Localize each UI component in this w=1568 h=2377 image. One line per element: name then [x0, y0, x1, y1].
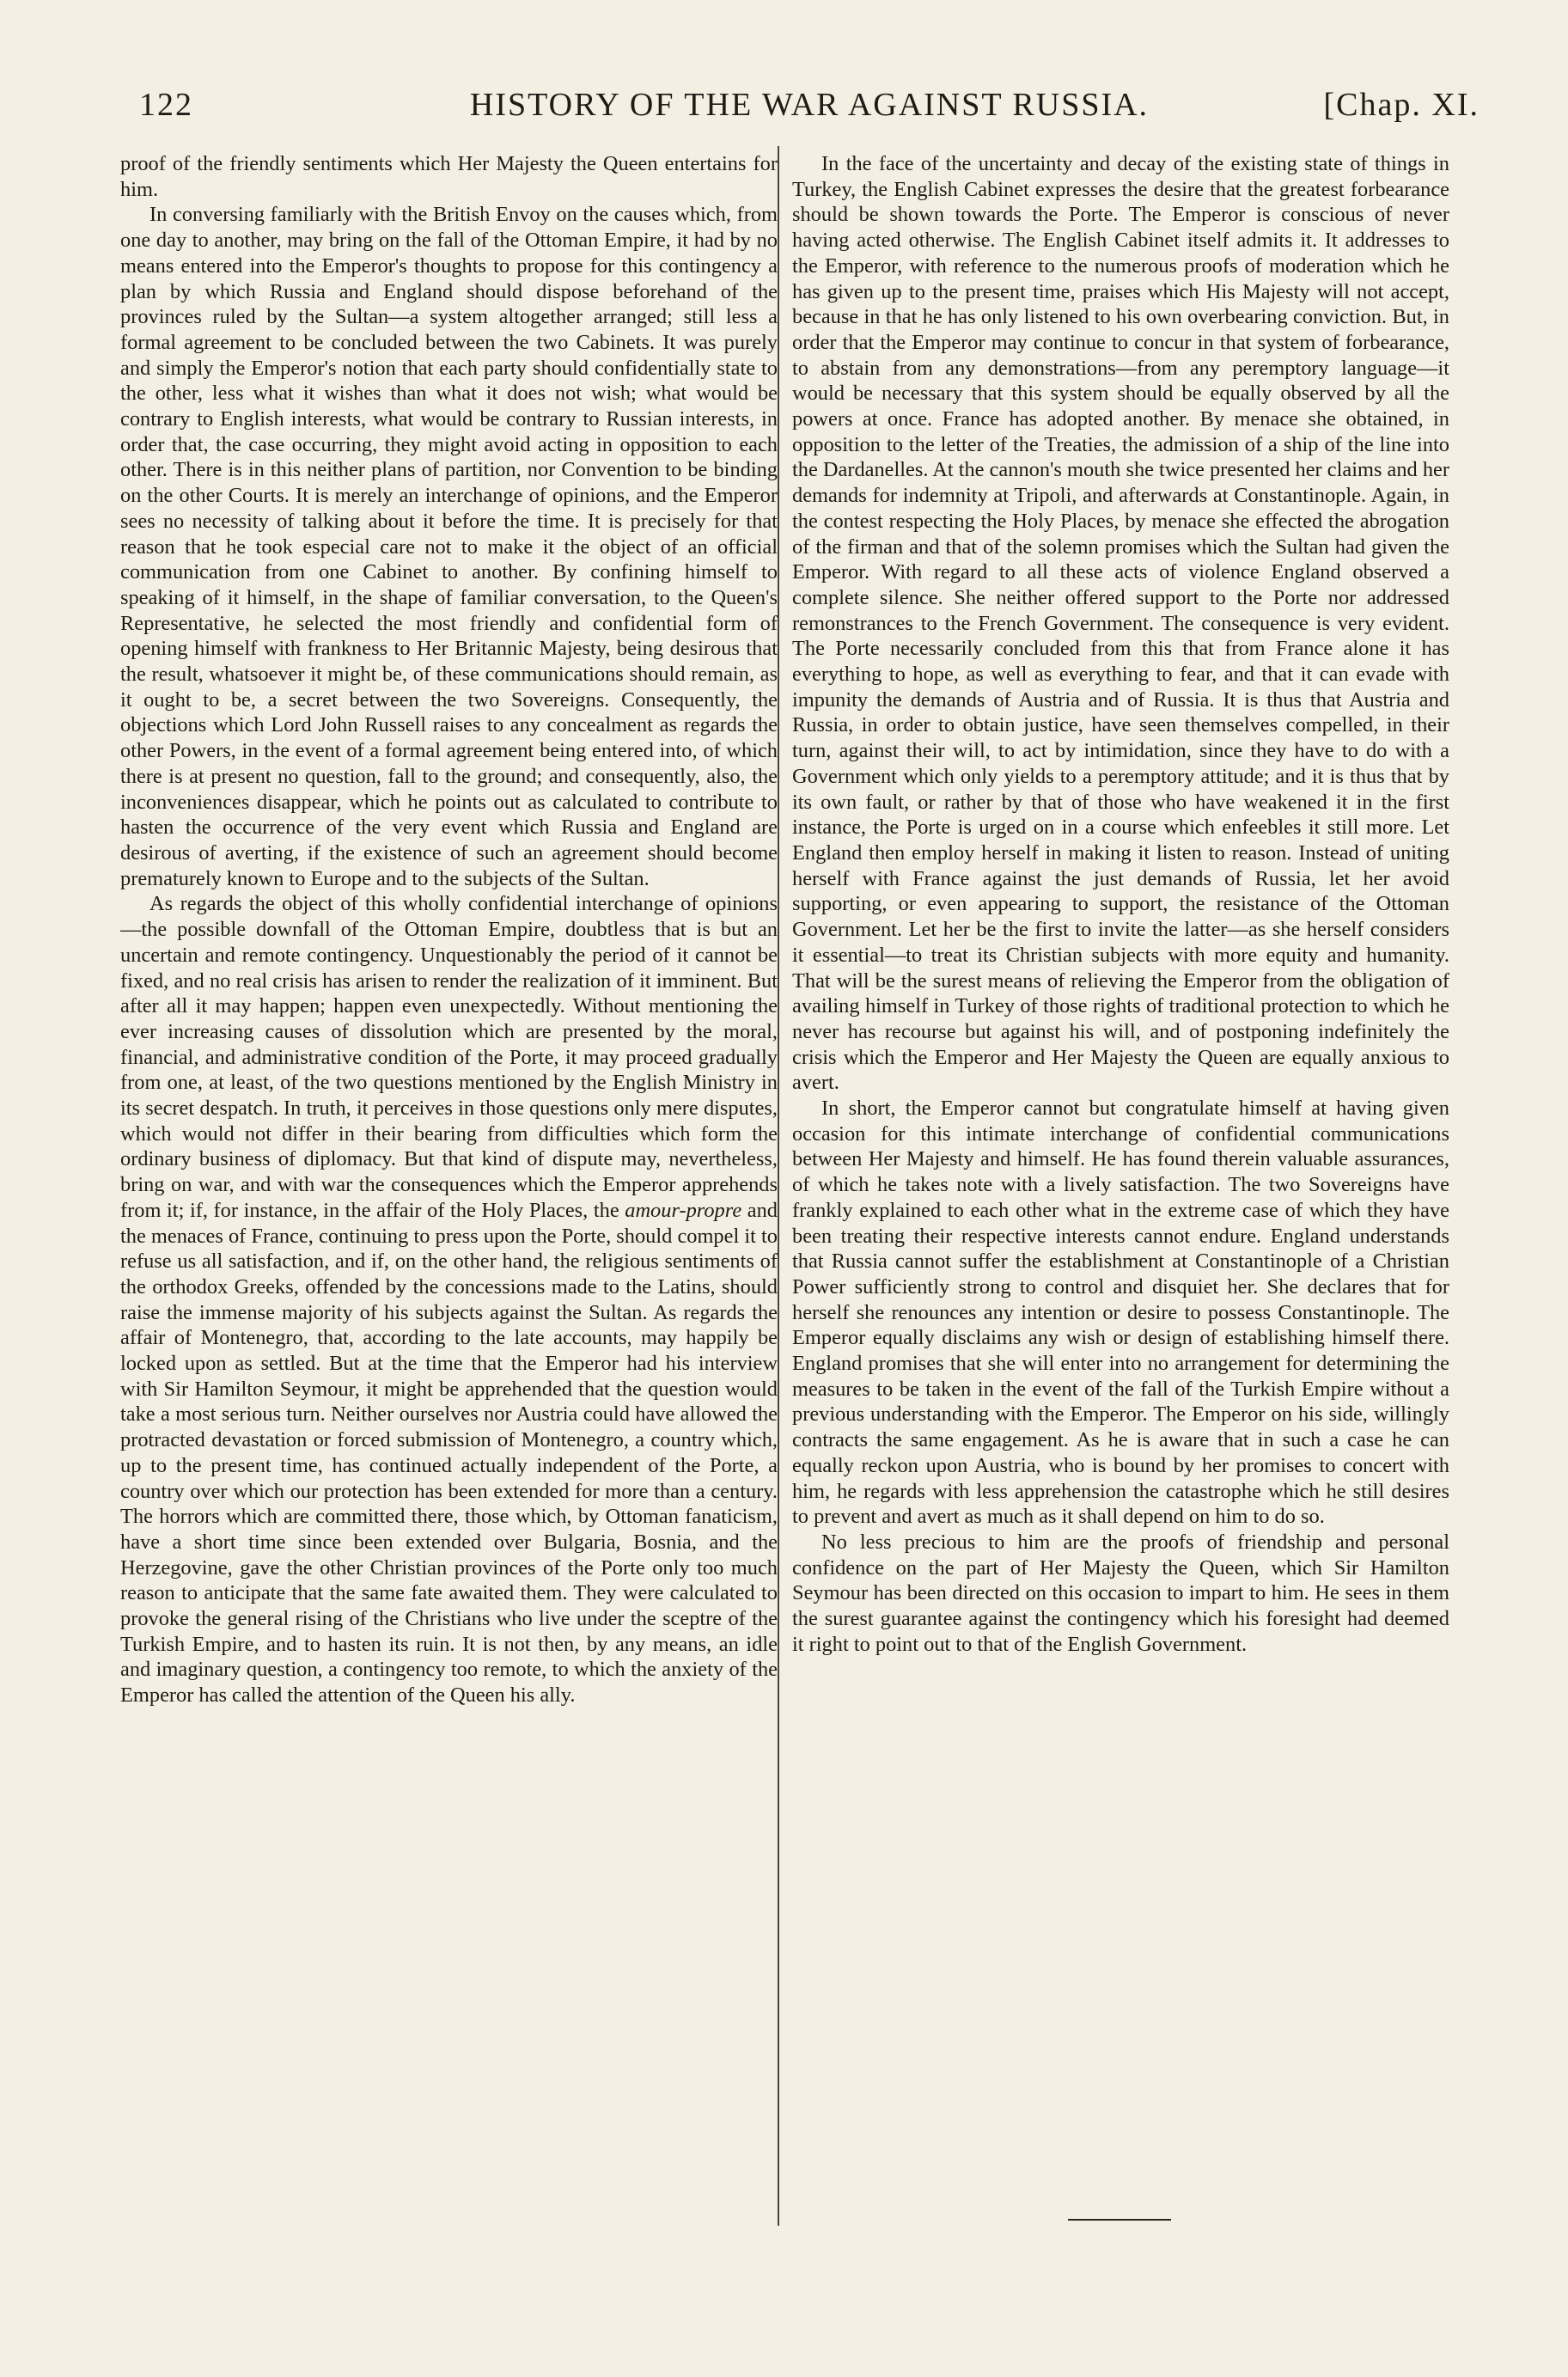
end-rule — [1068, 2219, 1171, 2221]
running-header — [139, 86, 1480, 129]
page-number: 122 — [139, 87, 193, 123]
italic-phrase: amour-propre — [625, 1198, 742, 1222]
paragraph: proof of the friendly sentiments which Her Majesty the Queen entertains for him. — [120, 152, 778, 201]
paragraph: In the face of the uncertainty and decay of the existing state of things in Turkey, the English Cabinet expresses the desire that the greatest forbearance should be shown towards the Porte. The Emperor is conscious of never having acted otherwise. The English Cabinet itself admits it. It addresses to the Emperor, with reference to the numerous proofs of moderation which he has given up to the present time, praises which His Majesty will not accept, because in that he has only listened to his own overbearing conviction. But, in order that the Emperor may continue to concur in that system of forbearance, to abstain from any demonstrations—from any peremptory language—it would be necessary that this system should be equally observed by all the powers at once. France has adopted another. By menace she obtained, in opposition to the letter of the Treaties, the admission of a ship of the line into the Dardanelles. At the cannon's mouth she twice presented her claims and her demands for indemnity at Tripoli, and afterwards at Constantinople. Again, in the contest respecting the Holy Places, by menace she effected the abrogation of the firman and that of the solemn promises which the Sultan had given the Emperor. With regard to all these acts of violence England observed a complete silence. She neither offered support to the Porte nor addressed remonstrances to the French Government. The consequence is very evident. The Porte necessarily concluded from this that from France alone it has everything to hope, as well as everything to fear, and that it can evade with impunity the demands of Austria and of Russia. It is thus that Austria and Russia, in order to obtain justice, have seen themselves compelled, in their turn, against their will, to act by intimidation, since they have to do with a Government which only yields to a peremptory attitude; and it is thus that by its own fault, or rather by that of those who have weakened it in the first instance, the Porte is urged on in a course which enfeebles it still more. Let England then employ herself in making it listen to reason. Instead of uniting herself with France against the just demands of Russia, let her avoid supporting, or even appearing to support, the resistance of the Ottoman Government. Let her be the first to invite the latter—as she herself considers it essential—to treat its Christian subjects with more equity and humanity. That will be the surest means of relieving the Emperor from the obligation of availing himself in Turkey of those rights of traditional protection to which he never has recourse but against his will, and of postponing indefinitely the crisis which the Emperor and Her Majesty the Queen are equally anxious to avert. — [792, 152, 1449, 1095]
paragraph-text: As regards the object of this wholly confidential interchange of opinions—the possible downfall of the Ottoman Empire, doubtless that is but an uncertain and remote contingency. Unquestionably the period of it cannot be fixed, and no real crisis has arisen to render the realization of it imminent. But after all it may happen; happen even unexpectedly. Without mentioning the ever increasing causes of dissolution which are presented by the moral, financial, and administrative condition of the Porte, it may proceed gradually from one, at least, of the two questions mentioned by the English Ministry in its secret despatch. In truth, it perceives in those questions only mere disputes, which would not differ in their bearing from difficulties which form the ordinary business of diplomacy. But that kind of dispute may, nevertheless, bring on war, and with war the consequences which the Emperor apprehends from it; if, for instance, in the affair of the Holy Places, the — [120, 892, 778, 1222]
running-title: HISTORY OF THE WAR AGAINST RUSSIA. — [469, 87, 1150, 123]
left-column — [120, 151, 778, 1708]
right-column — [792, 151, 1449, 1657]
paragraph: No less precious to him are the proofs of friendship and personal confidence on the part of Her Majesty the Queen, which Sir Hamilton Seymour has been directed on this occasion to impart to him. He sees in them the surest guarantee against the contingency which his foresight had deemed it right to point out to that of the English Government. — [792, 1530, 1449, 1656]
paragraph: In conversing familiarly with the British Envoy on the causes which, from one day to another, may bring on the fall of the Ottoman Empire, it had by no means entered into the Emperor's thoughts to propose for this contingency a plan by which Russia and England should dispose beforehand of the provinces ruled by the Sultan—a system altogether arranged; still less a formal agreement to be concluded between the two Cabinets. It was purely and simply the Emperor's notion that each party should confidentially state to the other, less what it wishes than what it does not wish; what would be contrary to English interests, what would be contrary to Russian interests, in order that, the case occurring, they might avoid acting in opposition to each other. There is in this neither plans of partition, nor Convention to be binding on the other Courts. It is merely an interchange of opinions, and the Emperor sees no necessity of talking about it before the time. It is precisely for that reason that he took especial care not to make it the object of an official communication from one Cabinet to another. By confining himself to speaking of it himself, in the shape of familiar conversation, to the Queen's Representative, he selected the most friendly and confidential form of opening himself with frankness to Her Britannic Majesty, being desirous that the result, whatsoever it might be, of these communications should remain, as it ought to be, a secret between the two Sovereigns. Consequently, the objections which Lord John Russell raises to any concealment as regards the other Powers, in the event of a formal agreement being entered into, of which there is at present no question, fall to the ground; and consequently, also, the inconveniences disappear, which he points out as calculated to contribute to hasten the occurrence of the very event which Russia and England are desirous of averting, if the existence of such an agreement should become prematurely known to Europe and to the subjects of the Sultan. — [120, 203, 778, 890]
paragraph — [120, 891, 778, 1708]
paragraph: In short, the Emperor cannot but congratulate himself at having given occasion for this intimate interchange of confidential communications between Her Majesty and himself. He has found therein valuable assurances, of which he takes note with a lively satisfaction. The two Sovereigns have frankly explained to each other what in the extreme case of which they have been treating their respective interests cannot endure. England understands that Russia cannot suffer the establishment at Constantinople of a Christian Power sufficiently strong to control and disquiet her. She declares that for herself she renounces any intention or desire to possess Constantinople. The Emperor equally disclaims any wish or design of establishing himself there. England promises that she will enter into no arrangement for determining the measures to be taken in the event of the fall of the Turkish Empire without a previous understanding with the Emperor. The Emperor on his side, willingly contracts the same engagement. As he is aware that in such a case he can equally reckon upon Austria, who is bound by her promises to concert with him, he regards with less apprehension the catastrophe which he still desires to prevent and avert as much as it shall depend on him to do so. — [792, 1097, 1449, 1529]
column-divider — [778, 146, 779, 2226]
paragraph-text: and the menaces of France, continuing to press upon the Porte, should compel it to refuse us all satisfaction, and if, on the other hand, the religious sentiments of the orthodox Greeks, offended by the concessions made to the Latins, should raise the immense majority of his subjects against the Sultan. As regards the affair of Montenegro, that, according to the late accounts, may happily be locked upon as settled. But at the time that the Emperor had his interview with Sir Hamilton Seymour, it might be apprehended that the question would take a most serious turn. Neither ourselves nor Austria could have allowed the protracted devastation or forced submission of Montenegro, a country which, up to the present time, has continued actually independent of the Porte, a country over which our protection has been extended for more than a century. The horrors which are committed there, those which, by Ottoman fanaticism, have a short time since been extended over Bulgaria, Bosnia, and the Herzegovine, gave the other Christian provinces of the Porte only too much reason to anticipate that the same fate awaited them. They were calculated to provoke the general rising of the Christians who live under the sceptre of the Turkish Empire, and to hasten its ruin. It is not then, by any means, an idle and imaginary question, a contingency too remote, to which the anxiety of the Emperor has called the attention of the Queen his ally. — [120, 1198, 778, 1708]
chapter-label: [Chap. XI. — [1323, 87, 1480, 123]
